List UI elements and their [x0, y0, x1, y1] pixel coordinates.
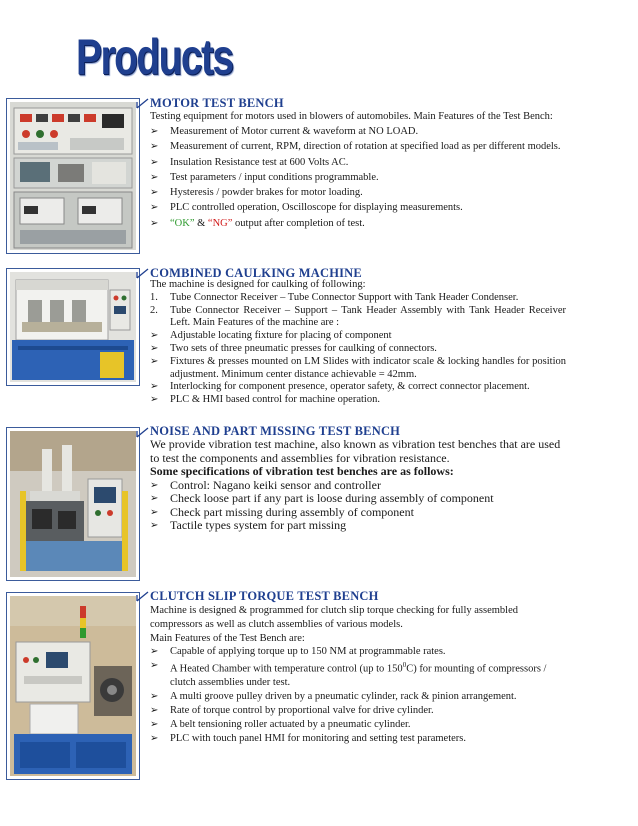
- motor-intro: Testing equipment for motors used in blowers of automobiles. Main Features of the Test Bench:: [150, 111, 553, 122]
- caulking-section-body: [150, 279, 566, 407]
- caulking-section-title: COMBINED CAULKING MACHINE: [150, 266, 362, 280]
- list-item: ➢ PLC with touch panel HMI for monitoring and setting test parameters.: [150, 732, 466, 744]
- list-item: ➢ Check loose part if any part is loose during assembly of component: [150, 491, 494, 505]
- clutch-intro: Machine is designed & programmed for clutch slip torque checking for fully assembled compressors as well as clutch assemblies of various models.: [150, 605, 518, 630]
- list-item: ➢ Measurement of Motor current & waveform at NO LOAD.: [150, 124, 566, 139]
- arrow-bullet-icon: ➢: [150, 493, 159, 504]
- list-item: ➢ Test parameters / input conditions programmable.: [150, 170, 566, 185]
- arrow-bullet-icon: ➢: [150, 141, 159, 153]
- noise-subhead: Some specifications of vibration test benches are as follows:: [150, 464, 454, 478]
- list-item: ➢ Measurement of current, RPM, direction of rotation at specified load as per different models.: [150, 139, 566, 154]
- arrow-bullet-icon: ➢: [150, 660, 159, 672]
- caulking-intro: The machine is designed for caulking of following:: [150, 279, 366, 290]
- arrow-bullet-icon: ➢: [150, 342, 159, 354]
- clutch-features-head: Main Features of the Test Bench are:: [150, 632, 305, 644]
- noise-section-body: [150, 438, 562, 533]
- ng-label: “NG”: [207, 217, 233, 229]
- motor-test-bench-photo: [6, 98, 140, 254]
- list-item: ➢ “OK” & “NG” output after completion of test.: [150, 216, 566, 231]
- list-item: ➢ Control: Nagano keiki sensor and controller: [150, 477, 381, 492]
- noise-test-bench-photo: [6, 427, 140, 581]
- arrow-bullet-icon: ➢: [150, 202, 159, 214]
- list-item: ➢ Fixtures & presses mounted on LM Slides with indicator scale & locking handles for position adjustment. Minimum center distance achievable = 42mm.: [150, 355, 566, 380]
- caulking-machine-photo: [6, 268, 140, 386]
- list-item: ➢ Rate of torque control by proportional valve for drive cylinder.: [150, 705, 434, 717]
- arrow-bullet-icon: ➢: [150, 506, 159, 518]
- arrow-bullet-icon: ➢: [150, 156, 159, 168]
- list-item: ➢ Check part missing during assembly of component: [150, 504, 414, 519]
- clutch-test-bench-photo: [6, 592, 140, 780]
- arrow-bullet-icon: ➢: [150, 381, 159, 393]
- list-item: ➢ Hysteresis / powder brakes for motor loading.: [150, 185, 566, 200]
- arrow-bullet-icon: ➢: [150, 520, 159, 531]
- clutch-section-body: [150, 604, 554, 745]
- noise-intro: We provide vibration test machine, also known as vibration test benches that are used to test the components and assemblies for vibration resistance.: [150, 437, 561, 465]
- list-item: ➢ Capable of applying torque up to 150 NM at programmable rates.: [150, 646, 446, 658]
- motor-section-body: [150, 110, 566, 231]
- list-item: ➢ A Heated Chamber with temperature control (up to $150^0C$) for mounting of compressors / clutch assemblies under test.: [150, 660, 547, 689]
- arrow-bullet-icon: ➢: [150, 187, 159, 199]
- arrow-bullet-icon: ➢: [150, 691, 159, 703]
- page-title: Products: [76, 29, 233, 85]
- arrow-bullet-icon: ➢: [150, 171, 159, 183]
- list-item: ➢ PLC & HMI based control for machine operation.: [150, 394, 380, 406]
- arrow-bullet-icon: ➢: [150, 705, 159, 717]
- arrow-bullet-icon: ➢: [150, 732, 159, 744]
- arrow-bullet-icon: ➢: [150, 479, 159, 491]
- list-item: ➢ Insulation Resistance test at 600 Volts AC.: [150, 155, 566, 170]
- arrow-bullet-icon: ➢: [150, 394, 159, 406]
- list-item: ➢ Two sets of three pneumatic presses for caulking of connectors.: [150, 342, 437, 354]
- list-item: ➢ A belt tensioning roller actuated by a pneumatic cylinder.: [150, 718, 411, 730]
- list-item: ➢ Tactile types system for part missing: [150, 518, 347, 532]
- arrow-bullet-icon: ➢: [150, 126, 159, 137]
- arrow-bullet-icon: ➢: [150, 355, 159, 367]
- list-item: ➢ A multi groove pulley driven by a pneumatic cylinder, rack & pinion arrangement.: [150, 691, 517, 703]
- motor-section-title: MOTOR TEST BENCH: [150, 96, 284, 110]
- list-item: 1. Tube Connector Receiver – Tube Connector Support with Tank Header Condenser.: [150, 291, 519, 303]
- list-item: ➢ Adjustable locating fixture for placing of component: [150, 330, 392, 342]
- hook-arrow-icon: [136, 588, 150, 602]
- list-item: ➢ PLC controlled operation, Oscilloscope for displaying measurements.: [150, 200, 566, 215]
- hook-arrow-icon: [136, 95, 150, 109]
- arrow-bullet-icon: ➢: [150, 217, 159, 229]
- noise-section-title: NOISE AND PART MISSING TEST BENCH: [150, 424, 401, 438]
- ok-label: “OK”: [170, 217, 195, 229]
- list-item: ➢ Interlocking for component presence, operator safety, & correct connector placement.: [150, 381, 530, 393]
- hook-arrow-icon: [136, 265, 150, 279]
- arrow-bullet-icon: ➢: [150, 330, 159, 342]
- hook-arrow-icon: [136, 424, 150, 438]
- arrow-bullet-icon: ➢: [150, 718, 159, 730]
- list-item: 2. Tube Connector Receiver – Support – Tank Header Assembly with Tank Header Receiver Left. Main Features of the machine are :: [150, 304, 566, 329]
- clutch-section-title: CLUTCH SLIP TORQUE TEST BENCH: [150, 589, 379, 603]
- arrow-bullet-icon: ➢: [150, 646, 159, 658]
